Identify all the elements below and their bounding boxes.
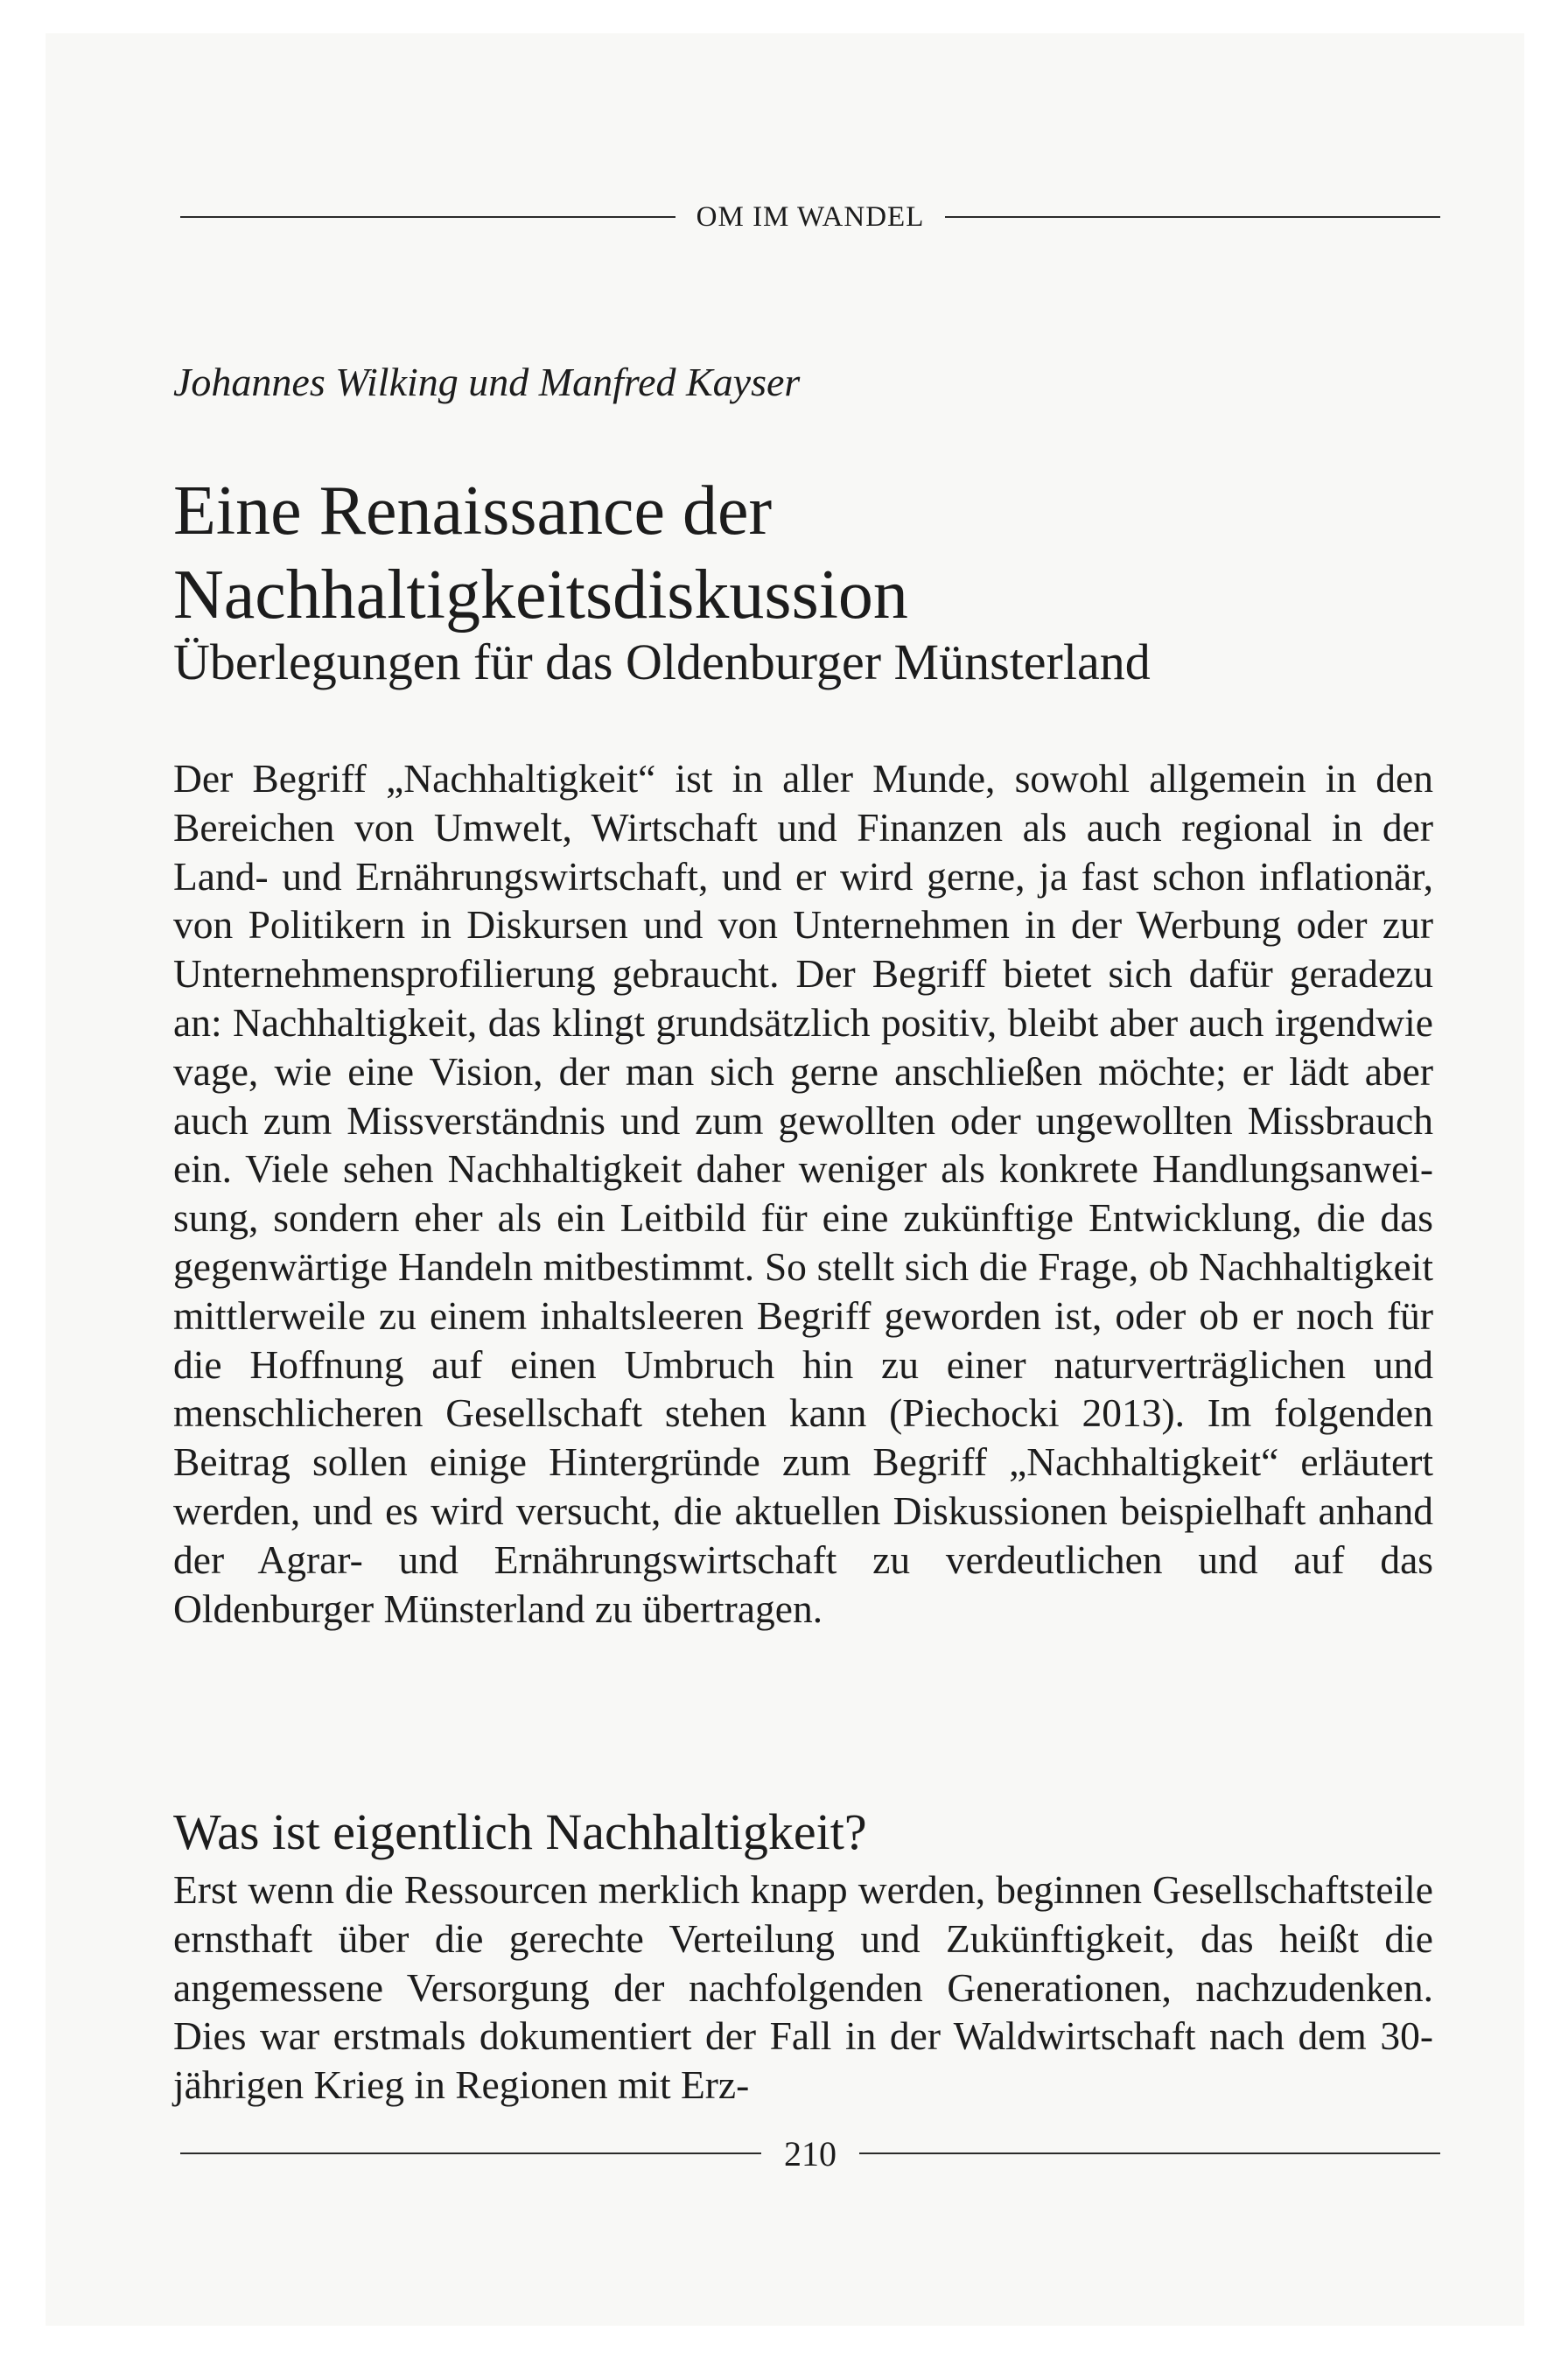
article-subtitle: Überlegungen für das Oldenburger Münsterland	[173, 634, 1151, 690]
header-rule-left	[180, 216, 676, 218]
page-number: 210	[784, 2133, 836, 2174]
header-rule-right	[945, 216, 1440, 218]
section-heading: Was ist eigentlich Nachhaltigkeit?	[173, 1803, 867, 1860]
footer-rule-left	[180, 2152, 761, 2154]
running-title: OM IM WANDEL	[696, 200, 925, 233]
article-title: Eine Renaissance der Nachhaltigkeitsdiskussion	[173, 472, 908, 634]
article-authors: Johannes Wilking und Manfred Kayser	[173, 360, 801, 404]
intro-paragraph: Der Begriff „Nachhaltigkeit“ ist in aller Munde, sowohl allgemein in den Bereichen von Umwelt, Wirtschaft und Finanzen als auch regional in der Land- und Ernährungswirtschaft, und er wird gerne, ja fast schon inflationär, von Politikern in Diskursen und von Unternehmen in der Werbung oder zur Unternehmensprofilierung gebraucht. Der Begriff bietet sich dafür geradezu an: Nachhaltigkeit, das klingt grundsätzlich positiv, bleibt aber auch irgendwie vage, wie eine Vision, der man sich gerne anschließen möchte; er lädt aber auch zum Missverständnis und zum gewollten oder ungewollten Missbrauch ein. Viele sehen Nachhaltigkeit daher weniger als konkrete Handlungsanweisung, sondern eher als ein Leitbild für eine zukünftige Entwicklung, die das gegenwärtige Handeln mitbestimmt. So stellt sich die Frage, ob Nachhaltigkeit mittlerweile zu einem inhaltsleeren Begriff geworden ist, oder ob er noch für die Hoffnung auf einen Umbruch hin zu einer naturverträglichen und menschlicheren Gesellschaft stehen kann (Piechocki 2013). Im folgenden Beitrag sollen einige Hintergründe zum Begriff „Nachhaltigkeit“ erläutert werden, und es wird versucht, die aktuellen Diskussionen beispielhaft anhand der Agrar- und Ernährungswirtschaft zu verdeutlichen und auf das Oldenburger Münsterland zu übertragen.	[173, 756, 1433, 1631]
footer-rule-right	[859, 2152, 1440, 2154]
running-header	[180, 198, 1440, 236]
section-paragraph: Erst wenn die Ressourcen merklich knapp werden, beginnen Gesellschaftsteile ernsthaft über die gerechte Verteilung und Zukünftigkeit, das heißt die angemessene Versorgung der nachfolgenden Generationen, nachzudenken. Dies war erstmals dokumentiert der Fall in der Waldwirtschaft nach dem 30-jährigen Krieg in Regionen mit Erz-	[173, 1867, 1433, 2108]
page-footer	[180, 2132, 1440, 2175]
